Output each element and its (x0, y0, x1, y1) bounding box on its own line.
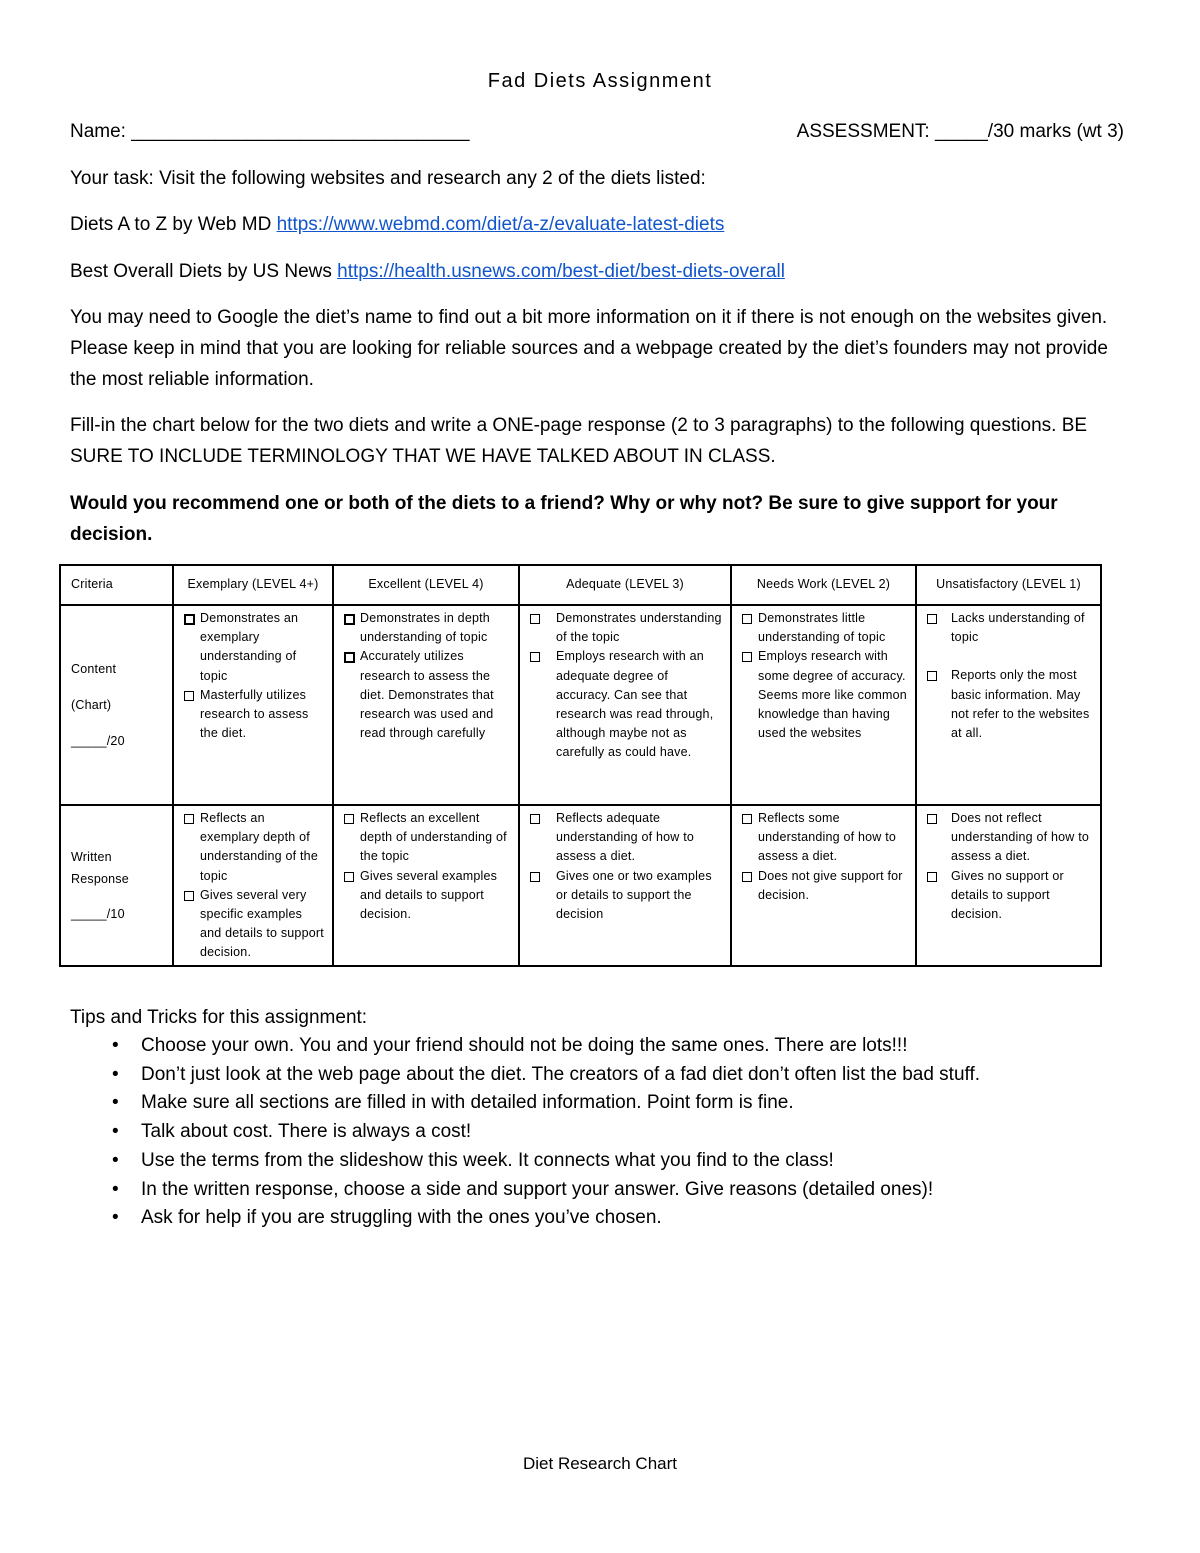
source-usnews-label: Best Overall Diets by US News (70, 261, 338, 282)
content-label: Content (71, 661, 117, 676)
question-paragraph: Would you recommend one or both of the diets to a friend? Why or why not? Be sure to give support for your decision. (70, 493, 1058, 545)
criterion-text: Gives no support or details to support decision. (951, 868, 1064, 922)
checkbox-icon[interactable] (927, 614, 937, 624)
criterion-text: Reflects some understanding of how to assess a diet. (758, 811, 897, 864)
criterion-text: Reflects adequate understanding of how to assess a diet. (556, 811, 695, 864)
bullet-icon: • (112, 1063, 119, 1085)
list-item (70, 1204, 1130, 1233)
bullet-icon: • (112, 1092, 119, 1114)
rubric-row-content (60, 605, 1101, 805)
rubric-table (59, 564, 1102, 967)
content-excellent-cell (333, 605, 519, 805)
criterion-text: Demonstrates little understanding of topic (758, 611, 886, 645)
checkbox-icon[interactable] (742, 872, 752, 882)
checkbox-icon[interactable] (742, 652, 752, 662)
criterion-text: Demonstrates understanding of the topic (556, 611, 722, 645)
criterion-text: Lacks understanding of topic (951, 611, 1085, 645)
written-label-2: Response (71, 872, 129, 887)
criterion-text: Reflects an excellent depth of understanding of the topic (360, 811, 507, 864)
instructions-paragraph: Fill-in the chart below for the two diets and write a ONE-page response (2 to 3 paragraphs) to the following questions. BE SURE TO INCLUDE TERMINOLOGY THAT WE HAVE TALKED ABOUT IN CLASS. (70, 415, 1088, 467)
written-label-1: Written (71, 850, 112, 865)
header-unsatisfactory: Unsatisfactory (LEVEL 1) (916, 565, 1101, 605)
criterion-text: Employs research with some degree of accuracy. Seems more like common knowledge than having used the websites (758, 649, 907, 741)
content-sub-label: (Chart) (71, 697, 112, 712)
checkbox-icon[interactable] (530, 872, 540, 882)
source-usnews (70, 256, 785, 287)
list-item (70, 1147, 1130, 1176)
checkbox-icon[interactable] (742, 614, 752, 624)
usnews-link[interactable]: https://health.usnews.com/best-diet/best-diets-overall (337, 261, 785, 282)
tip-text: Choose your own. You and your friend should not be doing the same ones. There are lots!!! (141, 1035, 908, 1056)
name-assessment-row (70, 116, 1124, 147)
rubric-header-row (60, 565, 1101, 605)
criterion-text: Demonstrates in depth understanding of topic (360, 611, 490, 645)
header-adequate: Adequate (LEVEL 3) (519, 565, 731, 605)
webmd-link[interactable]: https://www.webmd.com/diet/a-z/evaluate-latest-diets (276, 214, 725, 235)
checkbox-icon[interactable] (184, 614, 195, 625)
header-excellent: Excellent (LEVEL 4) (333, 565, 519, 605)
written-adequate-cell (519, 805, 731, 966)
criterion-text: Reflects an exemplary depth of understanding of the topic (200, 811, 318, 883)
content-score: _____/20 (71, 734, 125, 749)
written-score: _____/10 (71, 906, 125, 921)
written-excellent-cell (333, 805, 519, 966)
source-webmd (70, 209, 724, 240)
list-item (70, 1061, 1130, 1090)
criterion-text: Accurately utilizes research to assess the diet. Demonstrates that research was used and read through carefully (360, 649, 494, 741)
criterion-text: Masterfully utilizes research to assess the diet. (200, 687, 309, 741)
content-needs-work-cell (731, 605, 916, 805)
tips-list (70, 1032, 1130, 1233)
checkbox-icon[interactable] (184, 891, 194, 901)
list-item (70, 1032, 1130, 1061)
criterion-text: Does not reflect understanding of how to assess a diet. (951, 811, 1090, 864)
bullet-icon: • (112, 1207, 119, 1229)
bullet-icon: • (112, 1149, 119, 1171)
criterion-text: Reports only the most basic information. May not refer to the websites at all. (951, 668, 1090, 741)
bullet-icon: • (112, 1035, 119, 1056)
header-exemplary: Exemplary (LEVEL 4+) (173, 565, 333, 605)
written-unsatisfactory-cell (916, 805, 1101, 966)
list-item (70, 1176, 1130, 1205)
tips-heading: Tips and Tricks for this assignment: (70, 1007, 368, 1028)
checkbox-icon[interactable] (927, 814, 937, 824)
checkbox-icon[interactable] (530, 814, 540, 824)
header-needs-work: Needs Work (LEVEL 2) (731, 565, 916, 605)
content-criteria-cell (60, 605, 173, 805)
criterion-text: Gives several very specific examples and details to support decision. (200, 887, 324, 960)
content-adequate-cell (519, 605, 731, 805)
page-title: Fad Diets Assignment (487, 70, 713, 92)
tip-text: Make sure all sections are filled in with detailed information. Point form is fine. (141, 1092, 794, 1114)
rubric-row-written (60, 805, 1101, 966)
tip-text: Talk about cost. There is always a cost! (141, 1121, 472, 1143)
checkbox-icon[interactable] (344, 814, 354, 824)
tip-text: Use the terms from the slideshow this week. It connects what you find to the class! (141, 1149, 834, 1171)
checkbox-icon[interactable] (530, 614, 540, 624)
checkbox-icon[interactable] (742, 814, 752, 824)
task-instruction: Your task: Visit the following websites and research any 2 of the diets listed: (70, 168, 706, 189)
criterion-text: Demonstrates an exemplary understanding of topic (200, 611, 299, 683)
tip-text: Don’t just look at the web page about the diet. The creators of a fad diet don’t often list the bad stuff. (141, 1063, 981, 1085)
checkbox-icon[interactable] (927, 671, 937, 681)
written-criteria-cell (60, 805, 173, 966)
checkbox-icon[interactable] (530, 652, 540, 662)
page-footer: Diet Research Chart (522, 1454, 677, 1473)
written-needs-work-cell (731, 805, 916, 966)
bullet-icon: • (112, 1178, 119, 1200)
criterion-text: Gives several examples and details to support decision. (360, 868, 498, 922)
list-item (70, 1118, 1130, 1147)
written-exemplary-cell (173, 805, 333, 966)
research-paragraph: You may need to Google the diet’s name to find out a bit more information on it if there is not enough on the websites given. Please keep in mind that you are looking for reliable sources and a webpage created by the diet’s founders may not provide the most reliable information. (70, 307, 1108, 390)
tip-text: In the written response, choose a side and support your answer. Give reasons (detailed ones)! (141, 1178, 934, 1200)
bullet-icon: • (112, 1121, 119, 1143)
criterion-text: Does not give support for decision. (758, 868, 903, 902)
checkbox-icon[interactable] (184, 691, 194, 701)
tip-text: Ask for help if you are struggling with the ones you’ve chosen. (141, 1207, 662, 1229)
checkbox-icon[interactable] (927, 872, 937, 882)
checkbox-icon[interactable] (344, 872, 354, 882)
checkbox-icon[interactable] (344, 614, 355, 625)
criterion-text: Gives one or two examples or details to support the decision (556, 868, 712, 922)
list-item (70, 1089, 1130, 1118)
header-criteria: Criteria (60, 565, 173, 605)
checkbox-icon[interactable] (184, 814, 194, 824)
content-exemplary-cell (173, 605, 333, 805)
assessment-label: ASSESSMENT: _____/30 marks (wt 3) (796, 121, 1124, 142)
criterion-text: Employs research with an adequate degree of accuracy. Can see that research was read through, although maybe not as carefully as could have. (556, 649, 714, 760)
source-webmd-label: Diets A to Z by Web MD (70, 214, 277, 235)
content-unsatisfactory-cell (916, 605, 1101, 805)
checkbox-icon[interactable] (344, 652, 355, 663)
name-field-label: Name: ________________________________ (70, 121, 470, 142)
